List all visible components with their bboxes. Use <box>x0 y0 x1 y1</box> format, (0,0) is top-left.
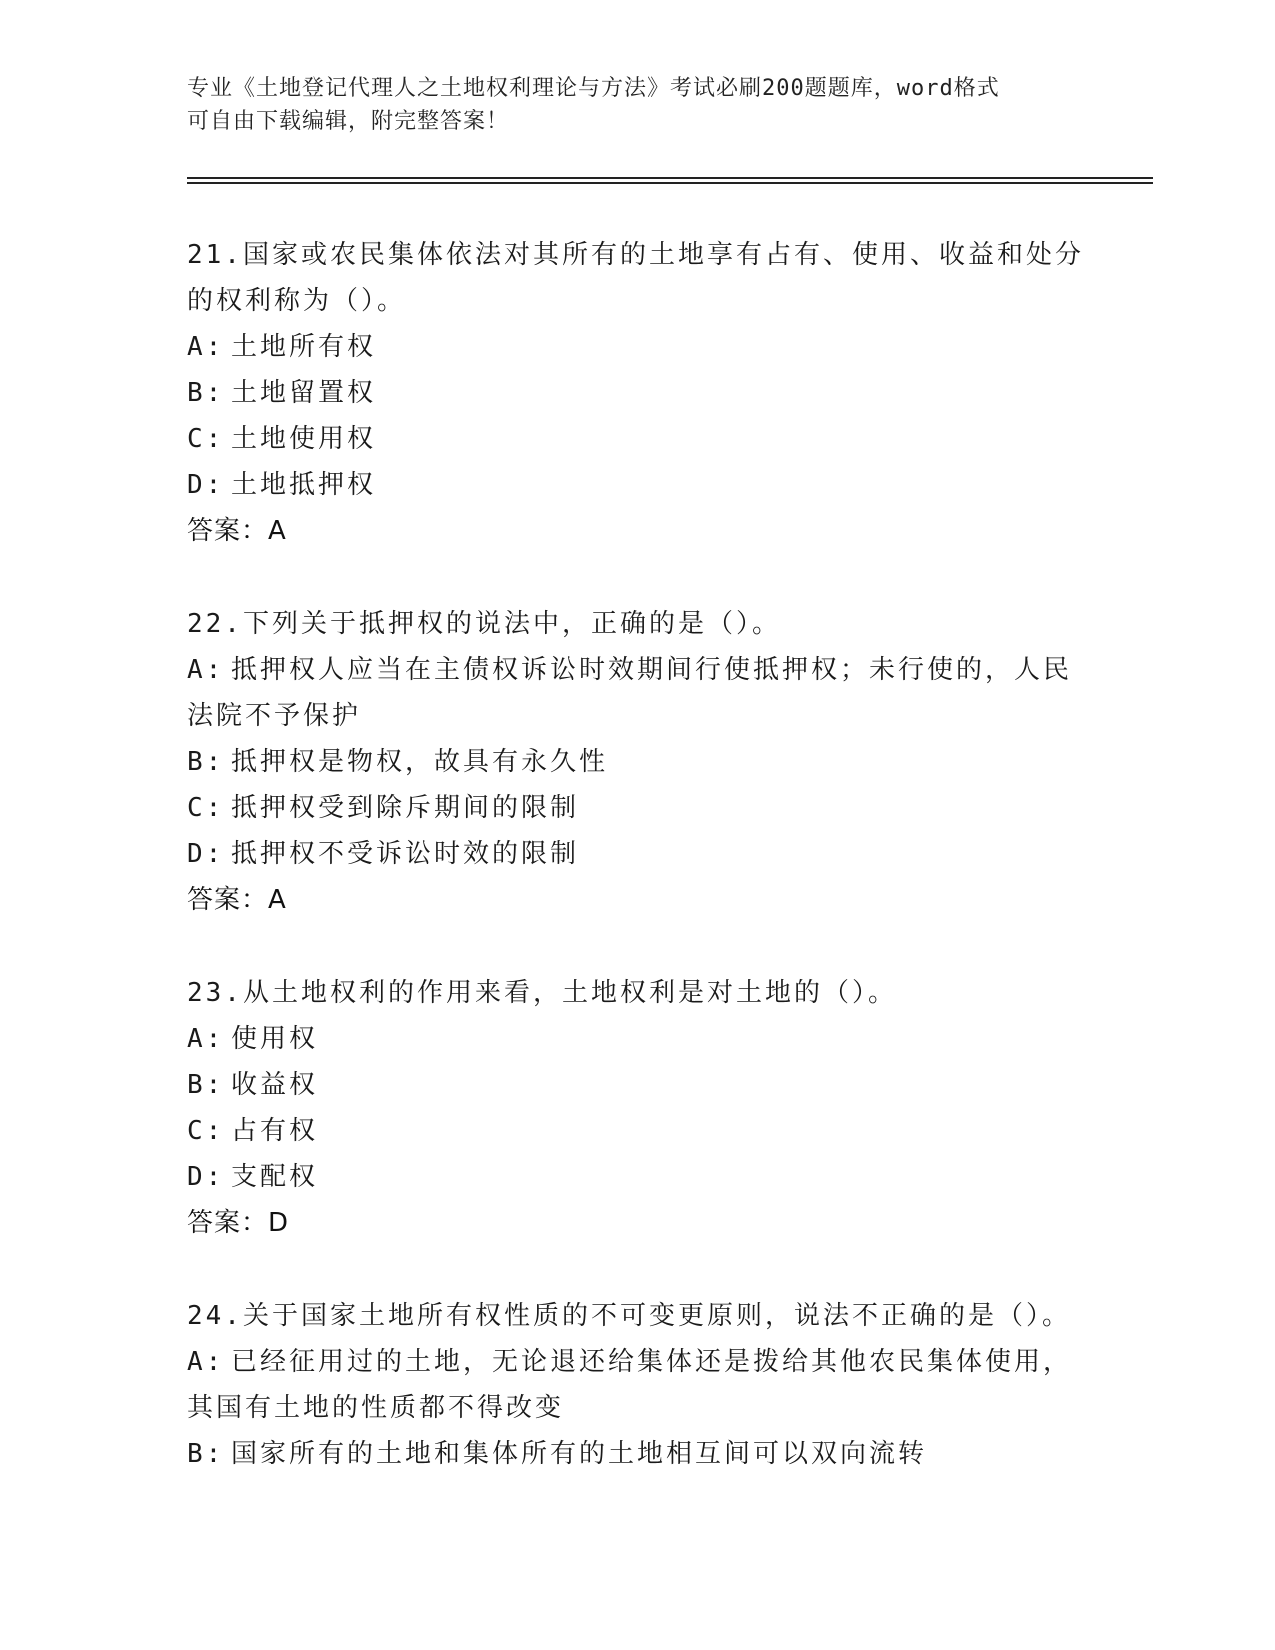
option-prefix: C: <box>187 1116 225 1146</box>
option-text: 土地使用权 <box>231 424 377 454</box>
header-line-1: 专业《土地登记代理人之土地权利理论与方法》考试必刷200题题库，word格式 <box>187 76 1000 101</box>
option-text: 抵押权受到除斥期间的限制 <box>231 793 580 823</box>
question-item <box>187 601 1087 923</box>
option-text: 土地抵押权 <box>231 470 377 500</box>
option-text: 抵押权不受诉讼时效的限制 <box>231 839 580 869</box>
option-prefix: A: <box>187 1024 225 1054</box>
option-line <box>187 739 1087 785</box>
option-text: 土地所有权 <box>231 332 377 362</box>
option-prefix: D: <box>187 470 225 500</box>
answer-line <box>187 877 1087 923</box>
option-line <box>187 1016 1087 1062</box>
question-stem-line: 22.下列关于抵押权的说法中，正确的是（）。 <box>187 609 781 639</box>
answer-label: 答案： <box>187 885 269 915</box>
option-text: 收益权 <box>231 1070 319 1100</box>
option-line <box>187 1154 1087 1200</box>
question-stem-line: 21.国家或农民集体依法对其所有的土地享有占有、使用、收益和处分 <box>187 240 1084 270</box>
answer-line <box>187 508 1087 554</box>
option-prefix: A: <box>187 332 225 362</box>
option-text: 使用权 <box>231 1024 319 1054</box>
option-line <box>187 647 1087 693</box>
option-prefix: C: <box>187 424 225 454</box>
option-prefix: B: <box>187 378 225 408</box>
option-prefix: A: <box>187 655 225 685</box>
option-text: 土地留置权 <box>231 378 377 408</box>
option-line <box>187 831 1087 877</box>
answer-line <box>187 1200 1087 1246</box>
option-line <box>187 785 1087 831</box>
option-text: 抵押权人应当在主债权诉讼时效期间行使抵押权；未行使的，人民 <box>231 655 1073 685</box>
option-line <box>187 1108 1087 1154</box>
option-line <box>187 462 1087 508</box>
option-prefix: B: <box>187 1070 225 1100</box>
option-text: 支配权 <box>231 1162 319 1192</box>
answer-label: 答案： <box>187 1208 269 1238</box>
answer-label: 答案： <box>187 516 269 546</box>
header-divider-bottom <box>187 182 1153 184</box>
option-text: 占有权 <box>231 1116 319 1146</box>
option-prefix: C: <box>187 793 225 823</box>
option-line: 法院不予保护 <box>187 701 362 731</box>
option-prefix: B: <box>187 1439 225 1469</box>
option-line <box>187 324 1087 370</box>
answer-value: A <box>268 516 287 546</box>
option-text: 抵押权是物权，故具有永久性 <box>231 747 609 777</box>
option-prefix: D: <box>187 839 225 869</box>
option-line <box>187 370 1087 416</box>
option-line <box>187 1062 1087 1108</box>
question-list <box>187 232 1087 1524</box>
answer-value: A <box>268 885 287 915</box>
question-item <box>187 970 1087 1246</box>
option-prefix: D: <box>187 1162 225 1192</box>
question-stem-line: 的权利称为（）。 <box>187 286 407 316</box>
answer-value: D <box>268 1208 290 1238</box>
option-line: 其国有土地的性质都不得改变 <box>187 1393 565 1423</box>
option-line <box>187 416 1087 462</box>
option-line <box>187 1431 1087 1477</box>
document-header <box>187 72 1067 138</box>
option-prefix: B: <box>187 747 225 777</box>
header-divider-top <box>187 177 1153 179</box>
option-text: 已经征用过的土地，无论退还给集体还是拨给其他农民集体使用， <box>231 1347 1073 1377</box>
option-line <box>187 1339 1087 1385</box>
question-stem-line: 24.关于国家土地所有权性质的不可变更原则，说法不正确的是（）。 <box>187 1301 1071 1331</box>
option-text: 国家所有的土地和集体所有的土地相互间可以双向流转 <box>231 1439 928 1469</box>
question-item <box>187 1293 1087 1477</box>
question-item <box>187 232 1087 554</box>
option-prefix: A: <box>187 1347 225 1377</box>
question-stem-line: 23.从土地权利的作用来看，土地权利是对土地的（）。 <box>187 978 897 1008</box>
header-line-2: 可自由下载编辑，附完整答案！ <box>187 109 510 134</box>
